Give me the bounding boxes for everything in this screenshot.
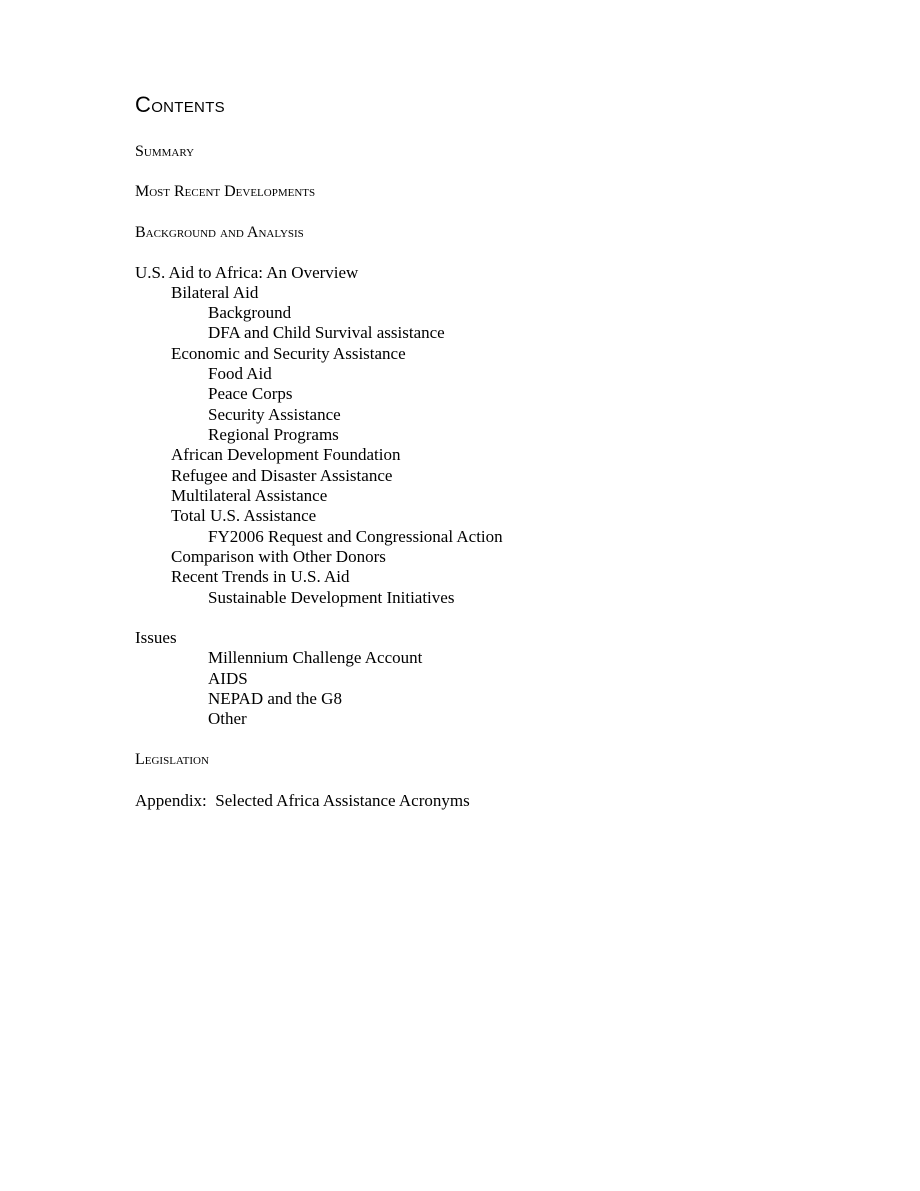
toc-legislation[interactable]: Legislation — [135, 751, 209, 768]
toc-multilateral-assistance[interactable]: Multilateral Assistance — [171, 486, 328, 505]
toc-refugee-disaster-assistance[interactable]: Refugee and Disaster Assistance — [171, 466, 393, 485]
toc-issues[interactable]: Issues — [135, 628, 177, 647]
toc-economic-security-assistance[interactable]: Economic and Security Assistance — [171, 344, 406, 363]
toc-dfa-child-survival[interactable]: DFA and Child Survival assistance — [208, 323, 445, 342]
toc-other[interactable]: Other — [208, 709, 247, 728]
toc-bilateral-aid[interactable]: Bilateral Aid — [171, 283, 259, 302]
toc-comparison-other-donors[interactable]: Comparison with Other Donors — [171, 547, 386, 566]
toc-fy2006-request[interactable]: FY2006 Request and Congressional Action — [208, 527, 503, 546]
toc-peace-corps[interactable]: Peace Corps — [208, 384, 293, 403]
toc-summary[interactable]: Summary — [135, 143, 195, 160]
toc-millennium-challenge-account[interactable]: Millennium Challenge Account — [208, 648, 423, 667]
page-title: Contents — [135, 92, 225, 117]
toc-background-and-analysis[interactable]: Background and Analysis — [135, 224, 304, 241]
toc-security-assistance[interactable]: Security Assistance — [208, 405, 341, 424]
toc-bilateral-background[interactable]: Background — [208, 303, 292, 322]
toc-appendix[interactable]: Appendix: Selected Africa Assistance Acronyms — [135, 791, 470, 810]
toc-regional-programs[interactable]: Regional Programs — [208, 425, 339, 444]
toc-recent-trends[interactable]: Recent Trends in U.S. Aid — [171, 567, 350, 586]
toc-nepad-g8[interactable]: NEPAD and the G8 — [208, 689, 342, 708]
toc-african-development-foundation[interactable]: African Development Foundation — [171, 445, 401, 464]
toc-us-aid-overview[interactable]: U.S. Aid to Africa: An Overview — [135, 263, 359, 282]
toc-food-aid[interactable]: Food Aid — [208, 364, 272, 383]
toc-sustainable-development-initiatives[interactable]: Sustainable Development Initiatives — [208, 588, 455, 607]
toc-most-recent-developments[interactable]: Most Recent Developments — [135, 183, 316, 200]
toc-total-us-assistance[interactable]: Total U.S. Assistance — [171, 506, 317, 525]
toc-aids[interactable]: AIDS — [208, 669, 248, 688]
